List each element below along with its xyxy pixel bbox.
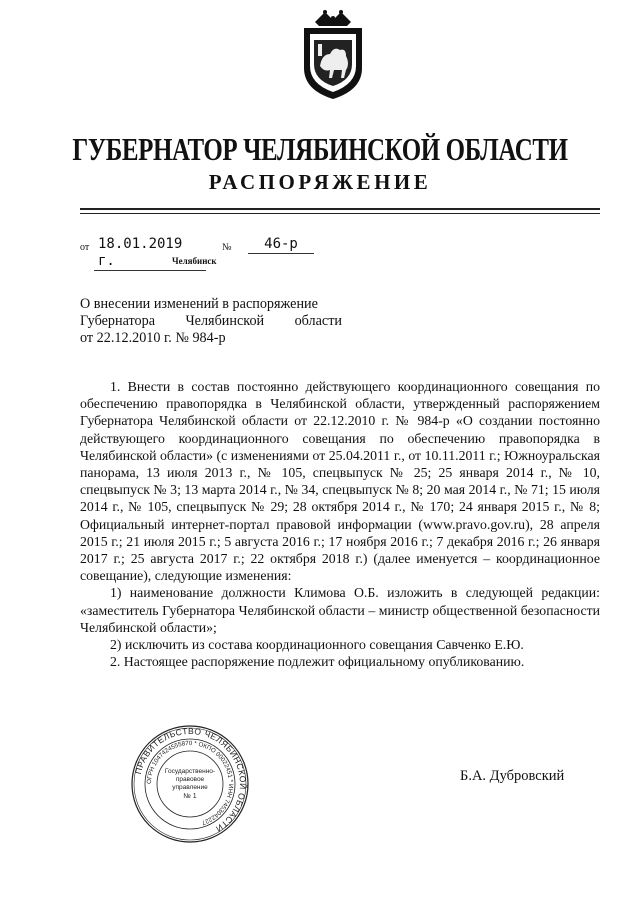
stamp-center-text: № 1 [183, 793, 197, 800]
paragraph: 1. Внести в состав постоянно действующего координационного совещания по обеспечению правопорядка в Челябинской области, утвержденный распоряжением Губернатора Челябинской области от 22.12.2010 г. № 984-р «О создании постоянно действующего координационного совещания по обеспечению правопорядка в Челябинской области» (с изменениями от 25.04.2011 г., от 10.11.2011 г.; Южноуральская панорама, 13 июля 2013 г., № 105, спецвыпуск № 25; 25 января 2014 г., № 10, спецвыпуск № 3; 13 марта 2014 г., № 34, спецвыпуск № 8; 20 мая 2014 г., № 71; 15 июля 2014 г., № 105, спецвыпуск № 29; 28 октября 2014 г., № 170; 24 января 2015 г., № 8; Официальный интернет-портал правовой информации (www.pravo.gov.ru), 28 апреля 2015 г.; 21 июля 2015 г.; 5 августа 2016 г.; 17 ноября 2016 г.; 7 декабря 2016 г.; 26 января 2017 г.; 25 августа 2017 г.; 22 октября 2018 г.) (далее именуется – координационное совещание), следующие изменения: [80, 379, 600, 584]
stamp-center-text: Государственно- [164, 768, 216, 775]
date-prefix: от [80, 242, 90, 253]
document-type: РАСПОРЯЖЕНИЕ [208, 170, 432, 194]
coat-of-arms-icon [290, 4, 376, 100]
signatory-name: Б.А. Дубровский [460, 768, 565, 784]
subject-line: Губернатора Челябинской области [80, 313, 342, 329]
document-subject [80, 296, 342, 347]
number-prefix: № [222, 242, 232, 253]
organization-title: ГУБЕРНАТОР ЧЕЛЯБИНСКОЙ ОБЛАСТИ [72, 131, 568, 167]
subject-line: от 22.12.2010 г. № 984-р [80, 330, 226, 346]
stamp-center-text: правовое [175, 776, 205, 783]
stamp-codes-text: ОГРН 1047424555870 * ОКПО 00022451 * ИНН 7453042227 [145, 739, 235, 827]
document-number: 46-р [248, 236, 314, 254]
stamp-center-text: управление [172, 784, 208, 791]
subject-line: О внесении изменений в распоряжение [80, 296, 318, 312]
paragraph: 1) наименование должности Климова О.Б. изложить в следующей редакции: «заместитель Губернатора Челябинской области – министр общественной безопасности Челябинской области»; [80, 585, 600, 635]
header-divider-thin [80, 213, 600, 214]
document-body [80, 378, 600, 670]
document-date: 18.01.2019 г. [94, 236, 206, 271]
paragraph: 2. Настоящее распоряжение подлежит официальному опубликованию. [110, 654, 525, 670]
official-stamp [130, 724, 250, 844]
stamp-outer-text: ПРАВИТЕЛЬСТВО ЧЕЛЯБИНСКОЙ ОБЛАСТИ [133, 725, 249, 835]
header-divider [80, 208, 600, 210]
paragraph: 2) исключить из состава координационного совещания Савченко Е.Ю. [110, 637, 524, 653]
city: Челябинск [172, 256, 217, 266]
